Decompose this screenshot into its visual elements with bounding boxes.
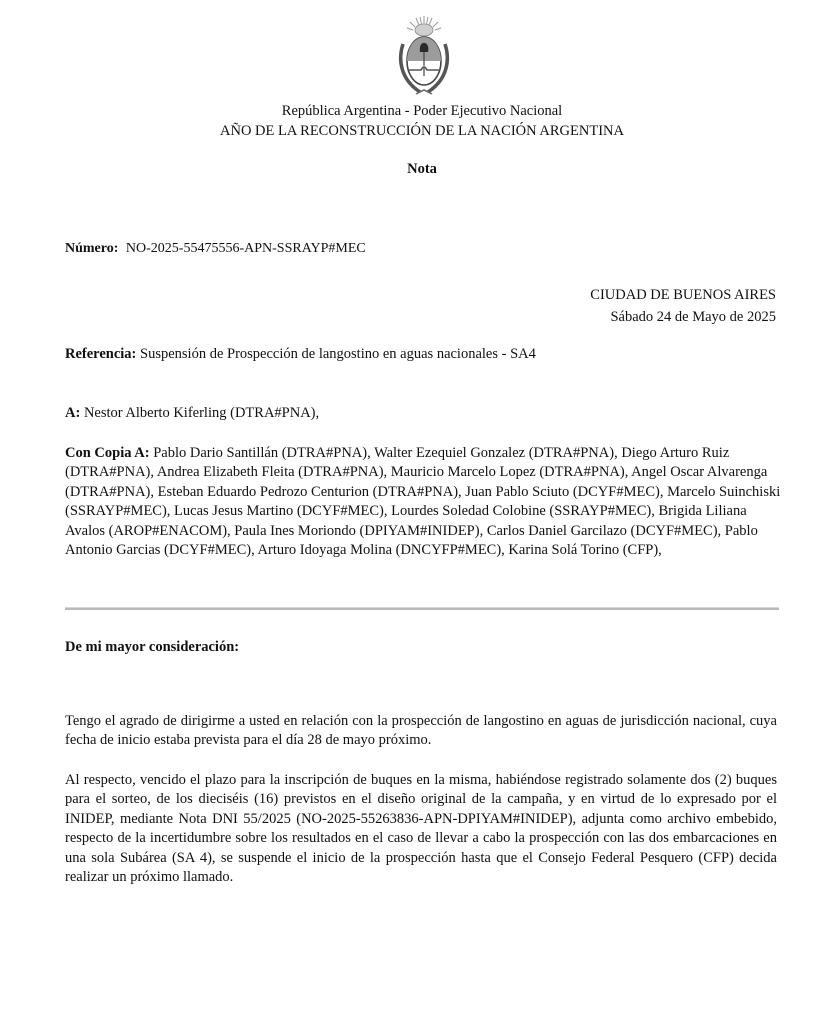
reference-value: Suspensión de Prospección de langostino en aguas nacionales - SA4 <box>140 346 536 362</box>
header-republica: República Argentina - Poder Ejecutivo Nacional <box>281 103 563 119</box>
carbon-copy <box>65 444 787 560</box>
reference-label: Referencia: <box>65 346 137 362</box>
document-number-value: NO-2025-55475556-APN-SSRAYP#MEC <box>125 241 366 256</box>
carbon-copy-value: Pablo Dario Santillán (DTRA#PNA), Walter Ezequiel Gonzalez (DTRA#PNA), Diego Arturo Ruiz (DTRA#PNA), Andrea Elizabeth Fleita (DTRA#PNA), Mauricio Marcelo Lopez (DTRA#PNA), Angel Oscar Alvarenga (DTRA#PNA), Esteban Eduardo Pedrozo Centurion (DTRA#PNA), Juan Pablo Sciuto (DCYF#MEC), Marcelo Suinchiski (SSRAYP#MEC), Lucas Jesus Martino (DCYF#MEC), Lourdes Soledad Colobine (SSRAYP#MEC), Brigida Liliana Avalos (AROP#ENACOM), Paula Ines Moriondo (DPIYAM#INIDEP), Carlos Daniel Garcilazo (DCYF#MEC), Pablo Antonio Garcias (DCYF#MEC), Arturo Idoyaga Molina (DNCYFP#MEC), Karina Solá Torino (CFP), <box>65 445 781 559</box>
section-divider <box>65 607 779 610</box>
date: Sábado 24 de Mayo de 2025 <box>610 309 776 325</box>
salutation: De mi mayor consideración: <box>65 639 240 655</box>
place-date <box>590 284 776 328</box>
recipient <box>65 405 319 422</box>
recipient-value: Nestor Alberto Kiferling (DTRA#PNA), <box>83 405 320 421</box>
body-paragraph: Al respecto, vencido el plazo para la inscripción de buques en la misma, habiéndose registrado solamente dos (2) buques para el sorteo, de los dieciséis (16) previstos en el diseño original de la campaña, y en virtud de lo expresado por el INIDEP, mediante Nota DNI 55/2025 (NO-2025-55263836-APN-DPIYAM#INIDEP), adjunta como archivo embebido, respecto de la incertidumbre sobre los resultados en el caso de llevar a cabo la prospección con las dos embarcaciones en una sola Subárea (SA 4), se suspende el inicio de la prospección hasta que el Consejo Federal Pesquero (CFP) decida realizar un próximo llamado. <box>65 772 777 886</box>
carbon-copy-label: Con Copia A: <box>65 445 150 461</box>
document-number-label: Número: <box>65 241 119 256</box>
recipient-label: A: <box>65 405 81 421</box>
argentina-coat-of-arms-icon <box>394 14 454 100</box>
city: CIUDAD DE BUENOS AIRES <box>590 287 776 303</box>
document-number <box>65 241 366 257</box>
reference <box>65 346 536 363</box>
header-year-motto: AÑO DE LA RECONSTRUCCIÓN DE LA NACIÓN ARGENTINA <box>220 123 624 139</box>
document-type-title: Nota <box>407 161 437 177</box>
body-paragraph: Tengo el agrado de dirigirme a usted en relación con la prospección de langostino en aguas de jurisdicción nacional, cuya fecha de inicio estaba prevista para el día 28 de mayo próximo. <box>65 713 777 749</box>
